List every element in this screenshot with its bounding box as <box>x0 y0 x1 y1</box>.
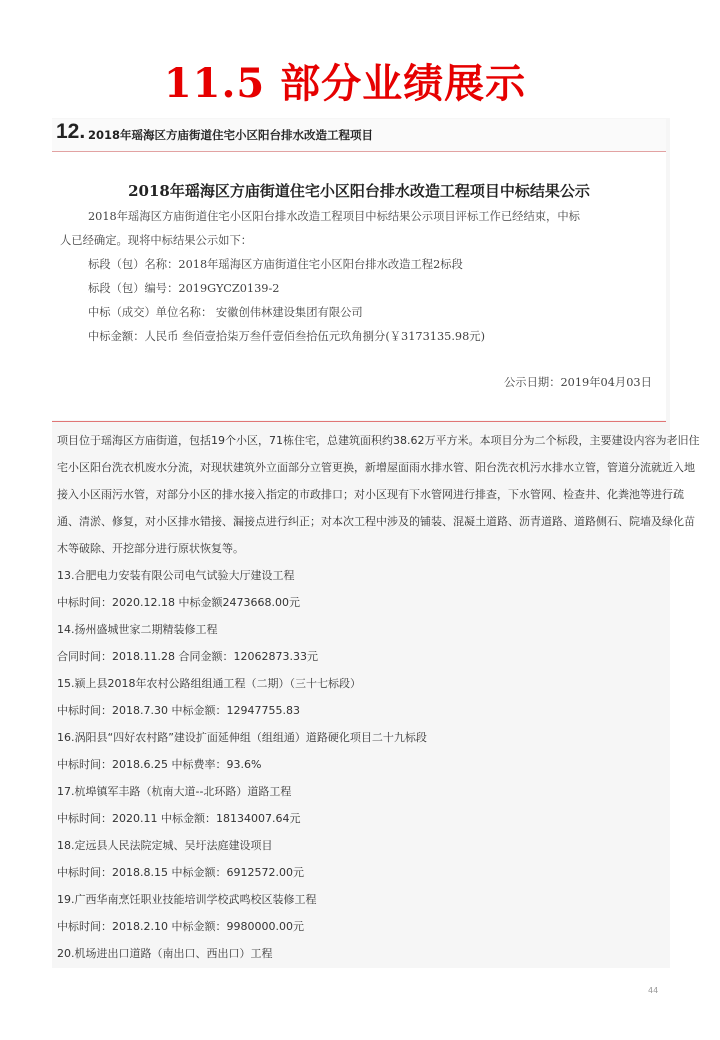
award-notice <box>52 152 666 420</box>
project-item: 18.定远县人民法院定城、吴圩法庭建设项目 <box>57 839 273 852</box>
notice-date: 公示日期：2019年04月03日 <box>504 376 652 389</box>
project-item: 20.机场进出口道路（南出口、西出口）工程 <box>57 947 273 960</box>
description-line: 项目位于瑶海区方庙街道，包括19个小区，71栋住宅，总建筑面积约38.62万平方米。本项目分为二个标段，主要建设内容为老旧住 <box>57 434 700 447</box>
notice-amount: 中标金额：人民币 叁佰壹拾柒万叁仟壹佰叁拾伍元玖角捌分(￥3173135.98元) <box>88 330 485 343</box>
project-header <box>52 119 666 152</box>
notice-divider <box>52 421 666 422</box>
notice-section-code: 标段（包）编号：2019GYCZ0139-2 <box>88 282 280 295</box>
notice-title: 2018年瑶海区方庙街道住宅小区阳台排水改造工程项目中标结果公示 <box>128 182 590 200</box>
project-detail: 中标时间：2020.11 中标金额：18134007.64元 <box>57 812 301 825</box>
project-number: 12. <box>56 120 86 143</box>
notice-intro-line-1: 2018年瑶海区方庙街道住宅小区阳台排水改造工程项目中标结果公示项目评标工作已经结束，中标 <box>88 210 580 223</box>
project-detail: 中标时间：2018.8.15 中标金额：6912572.00元 <box>57 866 304 879</box>
notice-section-name: 标段（包）名称：2018年瑶海区方庙街道住宅小区阳台排水改造工程2标段 <box>88 258 463 271</box>
description-line: 接入小区雨污水管，对部分小区的排水接入指定的市政排口；对小区现有下水管网进行排查，下水管网、检查井、化粪池等进行疏 <box>57 488 684 501</box>
project-title: 2018年瑶海区方庙街道住宅小区阳台排水改造工程项目 <box>88 128 374 142</box>
project-detail: 中标时间：2018.7.30 中标金额：12947755.83 <box>57 704 300 717</box>
project-item: 19.广西华南烹饪职业技能培训学校武鸣校区装修工程 <box>57 893 317 906</box>
page-number: 44 <box>648 986 659 995</box>
project-detail: 合同时间：2018.11.28 合同金额：12062873.33元 <box>57 650 318 663</box>
project-detail: 中标时间：2018.2.10 中标金额：9980000.00元 <box>57 920 304 933</box>
project-item: 17.杭埠镇军丰路（杭南大道--北环路）道路工程 <box>57 785 292 798</box>
project-detail: 中标时间：2018.6.25 中标费率：93.6% <box>57 758 262 771</box>
notice-intro-line-2: 人已经确定。现将中标结果公示如下： <box>60 234 253 247</box>
page-title: 11.5 部分业绩展示 <box>163 60 527 107</box>
description-line: 通、清淤、修复，对小区排水错接、漏接点进行纠正；对本次工程中涉及的铺装、混凝土道路、沥青道路、道路侧石、院墙及绿化苗 <box>57 515 695 528</box>
description-line: 木等破除、开挖部分进行原状恢复等。 <box>57 542 244 555</box>
project-item: 16.涡阳县“四好农村路”建设扩面延伸组（组组通）道路硬化项目二十九标段 <box>57 731 427 744</box>
project-item: 15.颍上县2018年农村公路组组通工程（二期）（三十七标段） <box>57 677 361 690</box>
project-item: 14.扬州盛城世家二期精装修工程 <box>57 623 218 636</box>
project-detail: 中标时间：2020.12.18 中标金额2473668.00元 <box>57 596 300 609</box>
description-line: 宅小区阳台洗衣机废水分流，对现状建筑外立面部分立管更换，新增屋面雨水排水管、阳台洗衣机污水排水立管，管道分流就近入地 <box>57 461 695 474</box>
notice-winner: 中标（成交）单位名称： 安徽创伟林建设集团有限公司 <box>88 306 363 319</box>
project-item: 13.合肥电力安装有限公司电气试验大厅建设工程 <box>57 569 295 582</box>
